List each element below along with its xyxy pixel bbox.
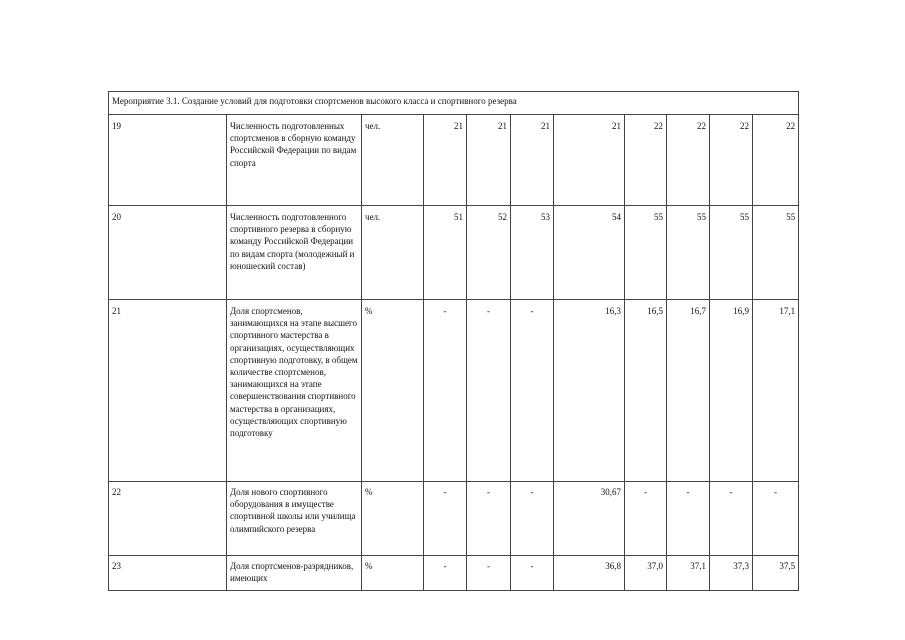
row-number: 19 (109, 115, 227, 206)
value-cell: - (511, 300, 554, 482)
unit-cell: % (362, 300, 424, 482)
value-cell: 55 (710, 206, 753, 300)
value-cell: - (424, 556, 467, 591)
value-cell: 37,0 (625, 556, 667, 591)
value-cell: 21 (554, 115, 625, 206)
row-number: 21 (109, 300, 227, 482)
value-cell: - (511, 482, 554, 556)
row-number: 20 (109, 206, 227, 300)
value-cell: 55 (753, 206, 799, 300)
value-cell: 16,3 (554, 300, 625, 482)
value-cell: - (710, 482, 753, 556)
row-number: 23 (109, 556, 227, 591)
indicator-name: Численность подготовленных спортсменов в сборную команду Российской Федерации по видам спорта (227, 115, 362, 206)
value-cell: 21 (467, 115, 511, 206)
value-cell: 22 (667, 115, 710, 206)
value-cell: 21 (424, 115, 467, 206)
value-cell: 16,9 (710, 300, 753, 482)
indicator-name: Доля нового спортивного оборудования в имуществе спортивной школы или училища олимпийского резерва (227, 482, 362, 556)
value-cell: 37,5 (753, 556, 799, 591)
value-cell: 37,1 (667, 556, 710, 591)
table-row (109, 206, 799, 300)
value-cell: 17,1 (753, 300, 799, 482)
value-cell: - (424, 300, 467, 482)
value-cell: 37,3 (710, 556, 753, 591)
unit-cell: % (362, 556, 424, 591)
value-cell: 55 (667, 206, 710, 300)
value-cell: - (424, 482, 467, 556)
value-cell: - (467, 556, 511, 591)
table-row (109, 115, 799, 206)
value-cell: - (753, 482, 799, 556)
table-row (109, 300, 799, 482)
unit-cell: % (362, 482, 424, 556)
value-cell: 16,5 (625, 300, 667, 482)
value-cell: - (511, 556, 554, 591)
value-cell: - (467, 300, 511, 482)
section-header: Мероприятие 3.1. Создание условий для подготовки спортсменов высокого класса и спортивного резерва (109, 92, 799, 115)
indicator-name: Численность подготовленного спортивного резерва в сборную команду Российской Федерации по видам спорта (молодежный и юношеский состав) (227, 206, 362, 300)
value-cell: 53 (511, 206, 554, 300)
value-cell: - (467, 482, 511, 556)
value-cell: 22 (710, 115, 753, 206)
value-cell: 51 (424, 206, 467, 300)
value-cell: 21 (511, 115, 554, 206)
indicator-name: Доля спортсменов, занимающихся на этапе высшего спортивного мастерства в организациях, осуществляющих спортивную подготовку, в общем количестве спортсменов, занимающихся на этапе совершенствования спортивного мастерства в организациях, осуществляющих спортивную подготовку (227, 300, 362, 482)
value-cell: 22 (753, 115, 799, 206)
value-cell: 36,8 (554, 556, 625, 591)
value-cell: 54 (554, 206, 625, 300)
table-row (109, 556, 799, 591)
table-row (109, 482, 799, 556)
value-cell: 16,7 (667, 300, 710, 482)
value-cell: - (625, 482, 667, 556)
unit-cell: чел. (362, 115, 424, 206)
value-cell: 30,67 (554, 482, 625, 556)
section-header-row (109, 92, 799, 115)
value-cell: - (667, 482, 710, 556)
unit-cell: чел. (362, 206, 424, 300)
value-cell: 55 (625, 206, 667, 300)
indicators-table (108, 91, 799, 591)
row-number: 22 (109, 482, 227, 556)
value-cell: 22 (625, 115, 667, 206)
indicator-name: Доля спортсменов-разрядников, имеющих (227, 556, 362, 591)
value-cell: 52 (467, 206, 511, 300)
